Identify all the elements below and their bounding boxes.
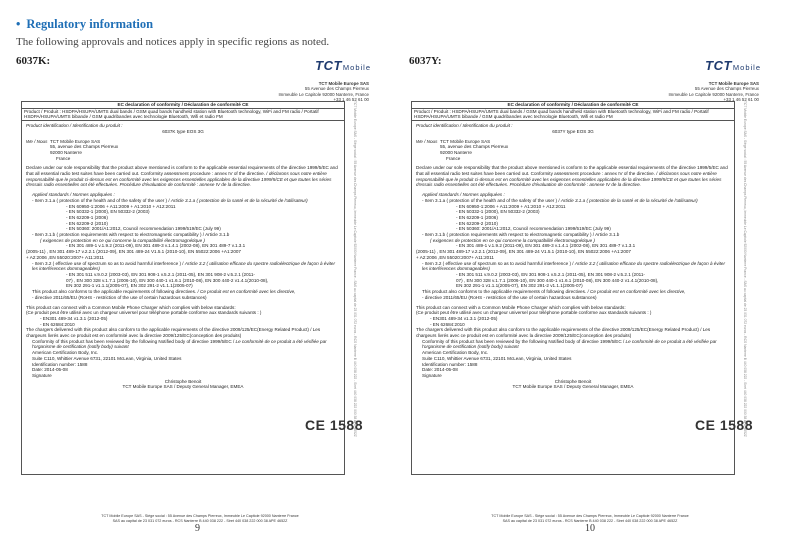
- product-identification: 6037K type EOS 3G: [162, 128, 204, 134]
- ce-mark: CE 1588: [695, 417, 753, 433]
- tct-mobile-logo: TCTMobile: [315, 58, 371, 73]
- declaration-box: [21, 101, 345, 475]
- declaration-6037y: [411, 58, 769, 523]
- product-description: Product / Produit : HSDPA/HSUPA/UMTS dual bands / GSM quad bands handheld station with Bluetooth technology, WiFi and FM radio / Portatif HSDPA/HSUPA/UMTS bibande / GSM quadribandes avec technologie Bluetooth, Wifi et radio FM: [412, 109, 734, 121]
- model-label-6037k: 6037K:: [16, 55, 51, 67]
- declaration-title: EC declaration of conformity / Déclaration de conformité CE: [22, 102, 344, 109]
- model-label-6037y: 6037Y:: [409, 55, 442, 67]
- side-legal-text: TCT Mobile Europe SAS - Siège social : 55 Avenue des Champs Pierreux, Immeuble Le Capitole 92000 Nanterre France - SAS au capital de 23 031 072 euros - RCS Nanterre B 440 038 222 - Siret 440 038 222 000 38 APE 4652Z: [353, 101, 357, 437]
- declaration-body: Product identification / Identification du produit : 6037K type EOS 3G We / Nous TCT Mobile Europe SAS 55, avenue des Champs Pierreux 92000 Nanterre France Declare under our sole responsibility that the product above mentioned is conform to the applicable essential requirements of the directive 1999/5/EC and that all essential radio test suites have been carried out. Conformity assessment procedure : annex IV of the directive. / déclarons sous notre entière responsabilité que le produit ci-dessus est en conformité avec les exigences essentielles applicables de la directive 1999/5/CE et que toutes les séries d'essais radio essentielles ont été effectuées. Procédure d'évaluation de conformité : annexe IV de la directive. Applied standards / Normes appliquées : - Item 3.1.a ( protection of the health and of the safety of the user ) / Article 3.1.a ( protection de la santé et de la sécurité de l'utilisateur) - EN 60950-1:2006 + A11:2009 + A1:2010 + A12:2011 - EN 50332-1 (2000), EN 50332-2 (2003) - EN 62209-1 (2006) - EN 62209-2 (2010) - EN 50360: 2001/A1:2012, Council recommendation 1999/519/EC (July 99) - Item 3.1.b ( protection requirements with respect to electromagnetic compatibility ) / Article 3.1.b ( exigences de protection en ce qui concerne la compatibilité électromagnétique ) - EN 301 489-1 v.1.9.2 (2011-09), EN 301 489-3 v.1.4.1 (2002-08), EN 301 489-7 v.1.3.1 (2005-11) , EN 301 489-17 v.2.2.1 (2012-09), EN 301 489-24 V1.5.1 (2010-10), EN 55022:2006 +A1:2007 + A2:2006 ,EN 55020:2007+ A11:2011 - Item 3.2 ( effective use of spectrum so as to avoid harmful interference ) / Article 3.2 ( utilisation efficace du spectre radioélectrique de façon à éviter les interférences dommageables) - EN 301 511 v.9.0.2 (2003-03), EN 301 908-1 v.5.2.1 (2011-05), EN 301 908-2 v.5.2.1 (2011- 07) , EN 300 328 v.1.7.1 (2006-10), EN 300 440-1 v1.6.1 (2010-08), EN 300 440-2 v1.4.1(2010-08), EN 302 291-1 v1.1.1(2005-07), EN 302 291-2 v1.1.1(2005-07) This product also conforms to the applicable requirements of following directives. / Ce produit est en conformité avec les directive, - directive 2011/65/EU (RoHS - restriction of the use of certain hazardous substances) This product can connect with a Common Mobile Phone Charger which complies with below standards: (Ce produit peut être utilisé avec un chargeur universel pour téléphone portable conforme aux standards suivants : ) - EN301 489-34 v1.3.1 (2012-05) - EN 62684:2010 The chargers delivered with this product also conform to the applicable requirements of the directive 2009/125/EC(Energy Related Product) / Les chargeurs livrés avec ce produit est en conformité avec la directive 2009/125/EC(conception des produits) Conformity of this product has been reviewed by the following Notified body of directive 1999/5/EC / Le conformité de ce produit a été vérifiée par l'organisme de certification (notify body) suivant American Certification Body, Inc. Suite C110, Whittier Avenue 6731, 22101 McLean, Virginia, United States Identification number: 1588 Date: 2014-05-08 Signature Christophe Benoit TCT Mobile Europe SAS / Deputy General Manager, EMEA: [22, 121, 344, 392]
- tct-mobile-logo: TCTMobile: [705, 58, 761, 73]
- product-identification: 6037Y type EOS 3G: [552, 128, 594, 134]
- footer-legal: TCT Mobile Europe SAS - Siège social : 55 Avenue des Champs Pierreux, Immeuble Le Capitole 92000 Nanterre France SAS au capital de 23 031 072 euros - RCS Nanterre B 440 038 222 - Siret 440 038 222 000 38 APE 4652Z: [101, 514, 299, 523]
- declaration-box: [411, 101, 735, 475]
- section-heading: [16, 17, 153, 32]
- declaration-title: EC declaration of conformity / Déclaration de conformité CE: [412, 102, 734, 109]
- company-address: TCT Mobile Europe SAS 55 Avenue des Champs Pierreux Immeuble Le Capitole 92000 Nanterre, France +33 1 46 52 61 00: [668, 81, 759, 103]
- heading-bullet: •: [16, 17, 21, 31]
- footer-legal: TCT Mobile Europe SAS - Siège social : 55 Avenue des Champs Pierreux, Immeuble Le Capitole 92000 Nanterre France SAS au capital de 23 031 072 euros - RCS Nanterre B 440 038 222 - Siret 440 038 222 000 38 APE 4652Z: [491, 514, 689, 523]
- declaration-6037k: [21, 58, 379, 523]
- product-description: Product / Produit : HSDPA/HSUPA/UMTS dual bands / GSM quad bands handheld station with Bluetooth technology, WiFi and FM radio / Portatif HSDPA/HSUPA/UMTS bibande / GSM quadribandes avec technologie Bluetooth, Wifi et radio FM: [22, 109, 344, 121]
- side-legal-text: TCT Mobile Europe SAS - Siège social : 55 Avenue des Champs Pierreux, Immeuble Le Capitole 92000 Nanterre France - SAS au capital de 23 031 072 euros - RCS Nanterre B 440 038 222 - Siret 440 038 222 000 38 APE 4652Z: [743, 101, 747, 437]
- page-number-right: 10: [585, 523, 595, 534]
- company-address: TCT Mobile Europe SAS 55 Avenue des Champs Pierreux Immeuble Le Capitole 92000 Nanterre, France +33 1 46 52 61 00: [278, 81, 369, 103]
- intro-text: The following approvals and notices apply in specific regions as noted.: [16, 36, 330, 48]
- heading-text: Regulatory information: [26, 17, 154, 31]
- declaration-body: Product identification / Identification du produit : 6037Y type EOS 3G We / Nous TCT Mobile Europe SAS 55, avenue des Champs Pierreux 92000 Nanterre France Declare under our sole responsibility that the product above mentioned is conform to the applicable essential requirements of the directive 1999/5/EC and that all essential radio test suites have been carried out. Conformity assessment procedure : annex IV of the directive. / déclarons sous notre entière responsabilité que le produit ci-dessus est en conformité avec les exigences essentielles applicables de la directive 1999/5/CE et que toutes les séries d'essais radio essentielles ont été effectuées. Procédure d'évaluation de conformité : annexe IV de la directive. Applied standards / Normes appliquées : - Item 3.1.a ( protection of the health and of the safety of the user ) / Article 3.1.a ( protection de la santé et de la sécurité de l'utilisateur) - EN 60950-1:2006 + A11:2009 + A1:2010 + A12:2011 - EN 50332-1 (2000), EN 50332-2 (2003) - EN 62209-1 (2006) - EN 62209-2 (2010) - EN 50360: 2001/A1:2012, Council recommendation 1999/519/EC (July 99) - Item 3.1.b ( protection requirements with respect to electromagnetic compatibility ) / Article 3.1.b ( exigences de protection en ce qui concerne la compatibilité électromagnétique ) - EN 301 489-1 v.1.9.2 (2011-09), EN 301 489-3 v.1.4.1 (2002-08), EN 301 489-7 v.1.3.1 (2005-11) , EN 301 489-17 v.2.2.1 (2012-09), EN 301 489-24 V1.5.1 (2010-10), EN 55022:2006 +A1:2007 + A2:2006 ,EN 55020:2007+ A11:2011 - Item 3.2 ( effective use of spectrum so as to avoid harmful interference ) / Article 3.2 ( utilisation efficace du spectre radioélectrique de façon à éviter les interférences dommageables) - EN 301 511 v.9.0.2 (2003-03), EN 301 908-1 v.5.2.1 (2011-05), EN 301 908-2 v.5.2.1 (2011- 07) , EN 300 328 v.1.7.1 (2006-10), EN 300 440-1 v1.6.1 (2010-08), EN 300 440-2 v1.4.1(2010-08), EN 302 291-1 v1.1.1(2005-07), EN 302 291-2 v1.1.1(2005-07) This product also conforms to the applicable requirements of following directives. / Ce produit est en conformité avec les directive, - directive 2011/65/EU (RoHS - restriction of the use of certain hazardous substances) This product can connect with a Common Mobile Phone Charger which complies with below standards: (Ce produit peut être utilisé avec un chargeur universel pour téléphone portable conforme aux standards suivants : ) - EN301 489-34 v1.3.1 (2012-05) - EN 62684:2010 The chargers delivered with this product also conform to the applicable requirements of the directive 2009/125/EC(Energy Related Product) / Les chargeurs livrés avec ce produit est en conformité avec la directive 2009/125/EC(conception des produits) Conformity of this product has been reviewed by the following Notified body of directive 1999/5/EC / Le conformité de ce produit a été vérifiée par l'organisme de certification (notify body) suivant American Certification Body, Inc. Suite C110, Whittier Avenue 6731, 22101 McLean, Virginia, United States Identification number: 1588 Date: 2014-05-08 Signature Christophe Benoit TCT Mobile Europe SAS / Deputy General Manager, EMEA: [412, 121, 734, 392]
- ce-mark: CE 1588: [305, 417, 363, 433]
- page-number-left: 9: [195, 523, 200, 534]
